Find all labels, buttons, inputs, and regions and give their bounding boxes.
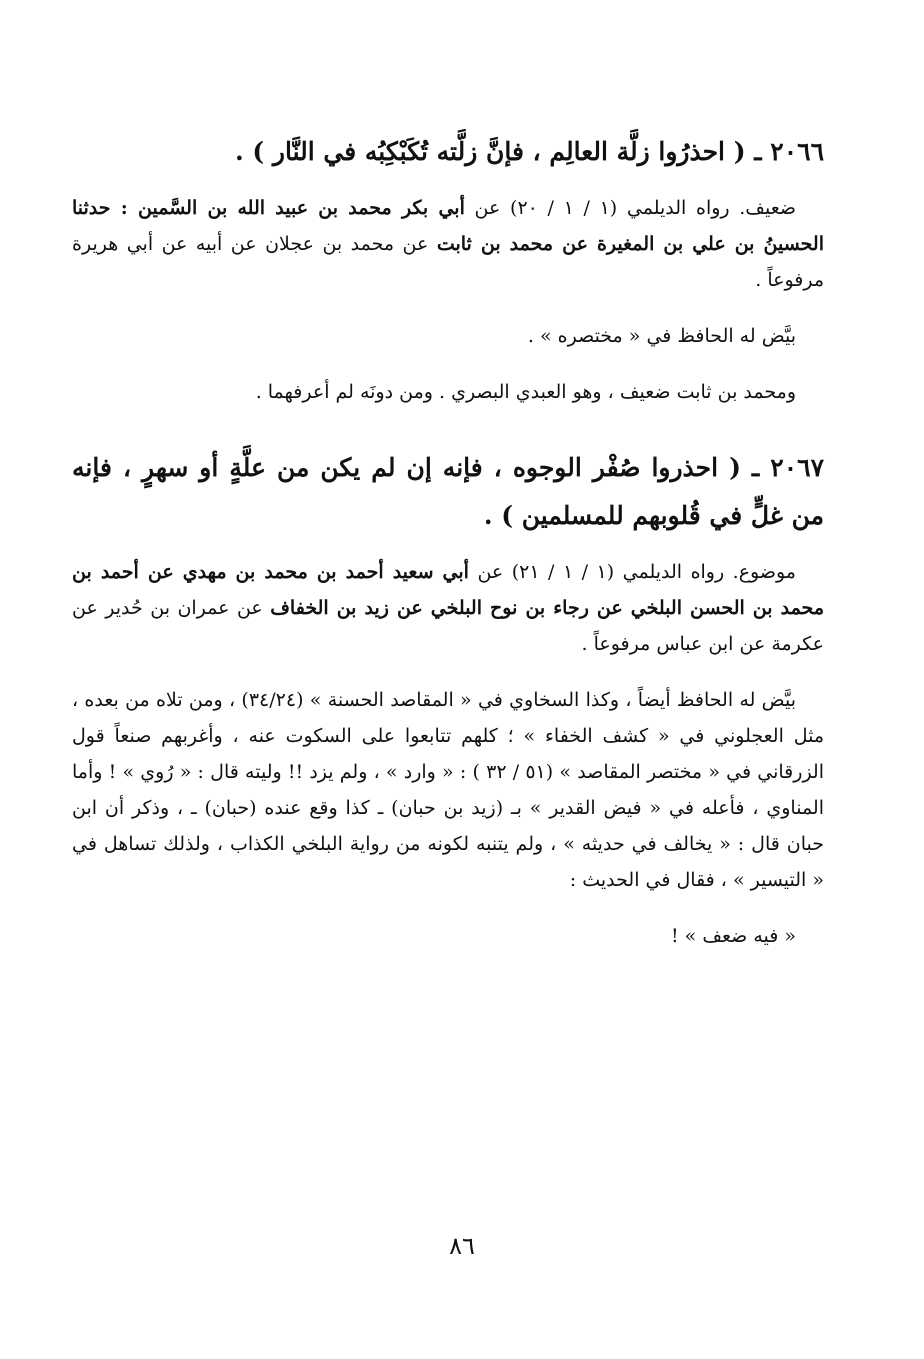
hadith-2067-commentary: بيَّض له الحافظ أيضاً ، وكذا السخاوي في « المقاصد الحسنة » (٣٤/٢٤) ، ومن تلاه من بعده ، مثل العجلوني في « كشف الخفاء » ؛ كلهم تتابعوا على السكوت عنه ، وأغربهم صنعاً قول الزرقاني في « مختصر المقاصد » (٥١ / ٣٢ ) : « وارد » ، ولم يزد !! وليته قال : « رُوي » ! وأما المناوي ، فأعله في « فيض القدير » بـ (زيد بن حبان) ـ كذا وقع عنده (حبان) ـ ، وذكر أن ابن حبان قال : « يخالف في حديثه » ، ولم يتنبه لكونه من رواية البلخي الكذاب ، ولذلك تساهل في « التيسير » ، فقال في الحديث : xyxy=(72,689,824,891)
hadith-2066-heading: ٢٠٦٦ ـ ( احذرُوا زلَّة العالِم ، فإنَّ زلَّته تُكَبْكِبُه في النَّار ) . xyxy=(234,137,824,166)
hadith-2066-grading: ضعيف xyxy=(745,197,796,219)
hadith-2066-note-1: بيَّض له الحافظ في « مختصره » . xyxy=(527,325,796,347)
hadith-2067-chain-bold: أبي سعيد أحمد بن محمد بن مهدي عن أحمد بن محمد بن الحسن البلخي عن رجاء بن نوح البلخي عن زيد بن الخفاف xyxy=(72,561,824,619)
hadith-2066-chain-end: عن محمد بن عجلان عن أبيه عن أبي هريرة مرفوعاً . xyxy=(72,233,824,291)
hadith-2067-chain-end: عن عمران بن حُدير عن عكرمة عن ابن عباس مرفوعاً . xyxy=(72,597,824,655)
hadith-2066-takhrij xyxy=(72,190,824,298)
hadith-2067-heading: ٢٠٦٧ ـ ( احذروا صُفْر الوجوه ، فإنه إن لم يكن من علَّةٍ أو سهرٍ ، فإنه من غلٍّ في قُلوبهم للمسلمين ) . xyxy=(72,453,824,530)
hadith-2066-chain-bold: أبي بكر محمد بن عبيد الله بن السَّمين : حدثنا الحسينُ بن علي بن المغيرة عن محمد بن ثابت xyxy=(72,197,824,255)
page-content xyxy=(72,128,824,974)
hadith-2067-quote: « فيه ضعف » ! xyxy=(670,925,796,947)
hadith-2067-source: . رواه الديلمي (١ / ١ / ٢١) عن xyxy=(468,561,739,583)
page-number: ٨٦ xyxy=(449,1232,475,1260)
hadith-2067-takhrij xyxy=(72,554,824,662)
hadith-2066-note-2: ومحمد بن ثابت ضعيف ، وهو العبدي البصري . ومن دونَه لم أعرفهما . xyxy=(255,381,796,403)
hadith-2067-grading: موضوع xyxy=(738,561,796,583)
hadith-2066-source: . رواه الديلمي (١ / ١ / ٢٠) عن xyxy=(464,197,746,219)
